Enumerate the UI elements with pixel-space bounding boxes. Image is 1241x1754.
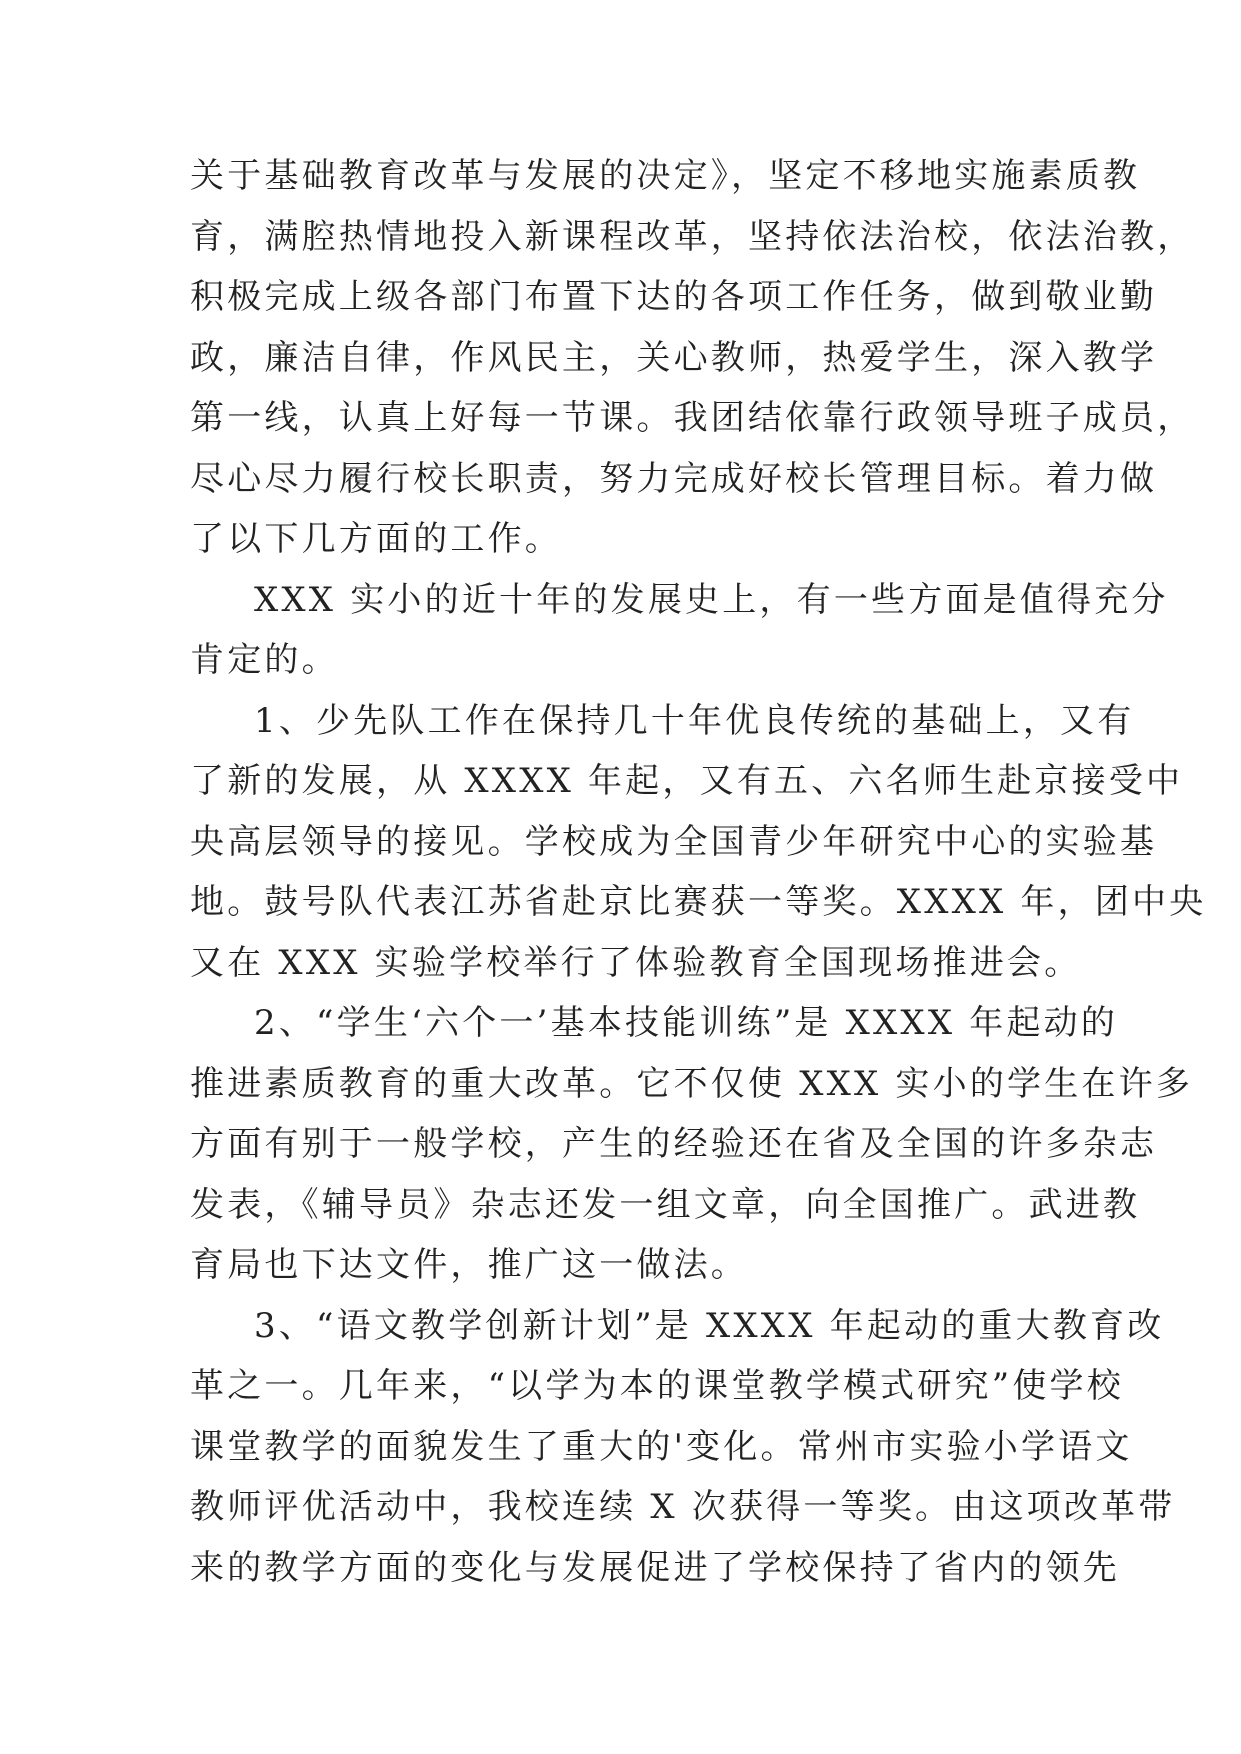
text-line: 3、“语文教学创新计划”是 XXXX 年起动的重大教育改 bbox=[254, 1305, 1165, 1346]
text-line: 积极完成上级各部门布置下达的各项工作任务，做到敬业勤 bbox=[190, 277, 1158, 317]
paragraph bbox=[190, 691, 1207, 994]
paragraph bbox=[190, 993, 1194, 1296]
text-line: 了以下几方面的工作。 bbox=[190, 519, 562, 559]
text-line: 方面有别于一般学校，产生的经验还在省及全国的许多杂志 bbox=[190, 1124, 1158, 1164]
text-line: 育，满腔热情地投入新课程改革，坚持依法治校，依法治教， bbox=[190, 216, 1195, 257]
text-line: 第一线，认真上好每一节课。我团结依靠行政领导班子成员， bbox=[190, 398, 1195, 438]
text-line: 央高层领导的接见。学校成为全国青少年研究中心的实验基 bbox=[190, 821, 1158, 862]
paragraph bbox=[190, 146, 1195, 570]
document-body bbox=[190, 146, 1207, 1598]
text-line: 发表，《辅导员》杂志还发一组文章，向全国推广。武进教 bbox=[190, 1184, 1141, 1225]
text-line: 来的教学方面的变化与发展促进了学校保持了省内的领先 bbox=[190, 1547, 1120, 1588]
text-line: 了新的发展，从 XXXX 年起，又有五、六名师生赴京接受中 bbox=[190, 761, 1184, 801]
text-line: 革之一。几年来，“以学为本的课堂教学模式研究”使学校 bbox=[190, 1366, 1124, 1406]
text-line: 政，廉洁自律，作风民主，关心教师，热爱学生，深入教学 bbox=[190, 337, 1158, 378]
text-line: 2、“学生‘六个一’基本技能训练”是 XXXX 年起动的 bbox=[254, 1003, 1119, 1043]
text-line: 地。鼓号队代表江苏省赴京比赛获一等奖。XXXX 年，团中央 bbox=[190, 882, 1207, 922]
text-line: 课堂教学的面貌发生了重大的'变化。常州市实验小学语文 bbox=[190, 1426, 1133, 1467]
text-line: 肯定的。 bbox=[190, 640, 339, 680]
text-line: XXX 实小的近十年的发展史上，有一些方面是值得充分 bbox=[254, 579, 1169, 620]
paragraph bbox=[190, 1296, 1176, 1599]
text-line: 1、少先队工作在保持几十年优良传统的基础上，又有 bbox=[254, 700, 1135, 741]
text-line: 育局也下达文件，推广这一做法。 bbox=[190, 1245, 748, 1285]
paragraph bbox=[190, 570, 1169, 691]
text-line: 推进素质教育的重大改革。它不仅使 XXX 实小的学生在许多 bbox=[190, 1063, 1194, 1104]
text-line: 教师评优活动中，我校连续 X 次获得一等奖。由这项改革带 bbox=[190, 1487, 1176, 1527]
text-line: 又在 XXX 实验学校举行了体验教育全国现场推进会。 bbox=[190, 942, 1082, 983]
text-line: 尽心尽力履行校长职责，努力完成好校长管理目标。着力做 bbox=[190, 458, 1158, 499]
text-line: 关于基础教育改革与发展的决定》，坚定不移地实施素质教 bbox=[190, 156, 1141, 196]
